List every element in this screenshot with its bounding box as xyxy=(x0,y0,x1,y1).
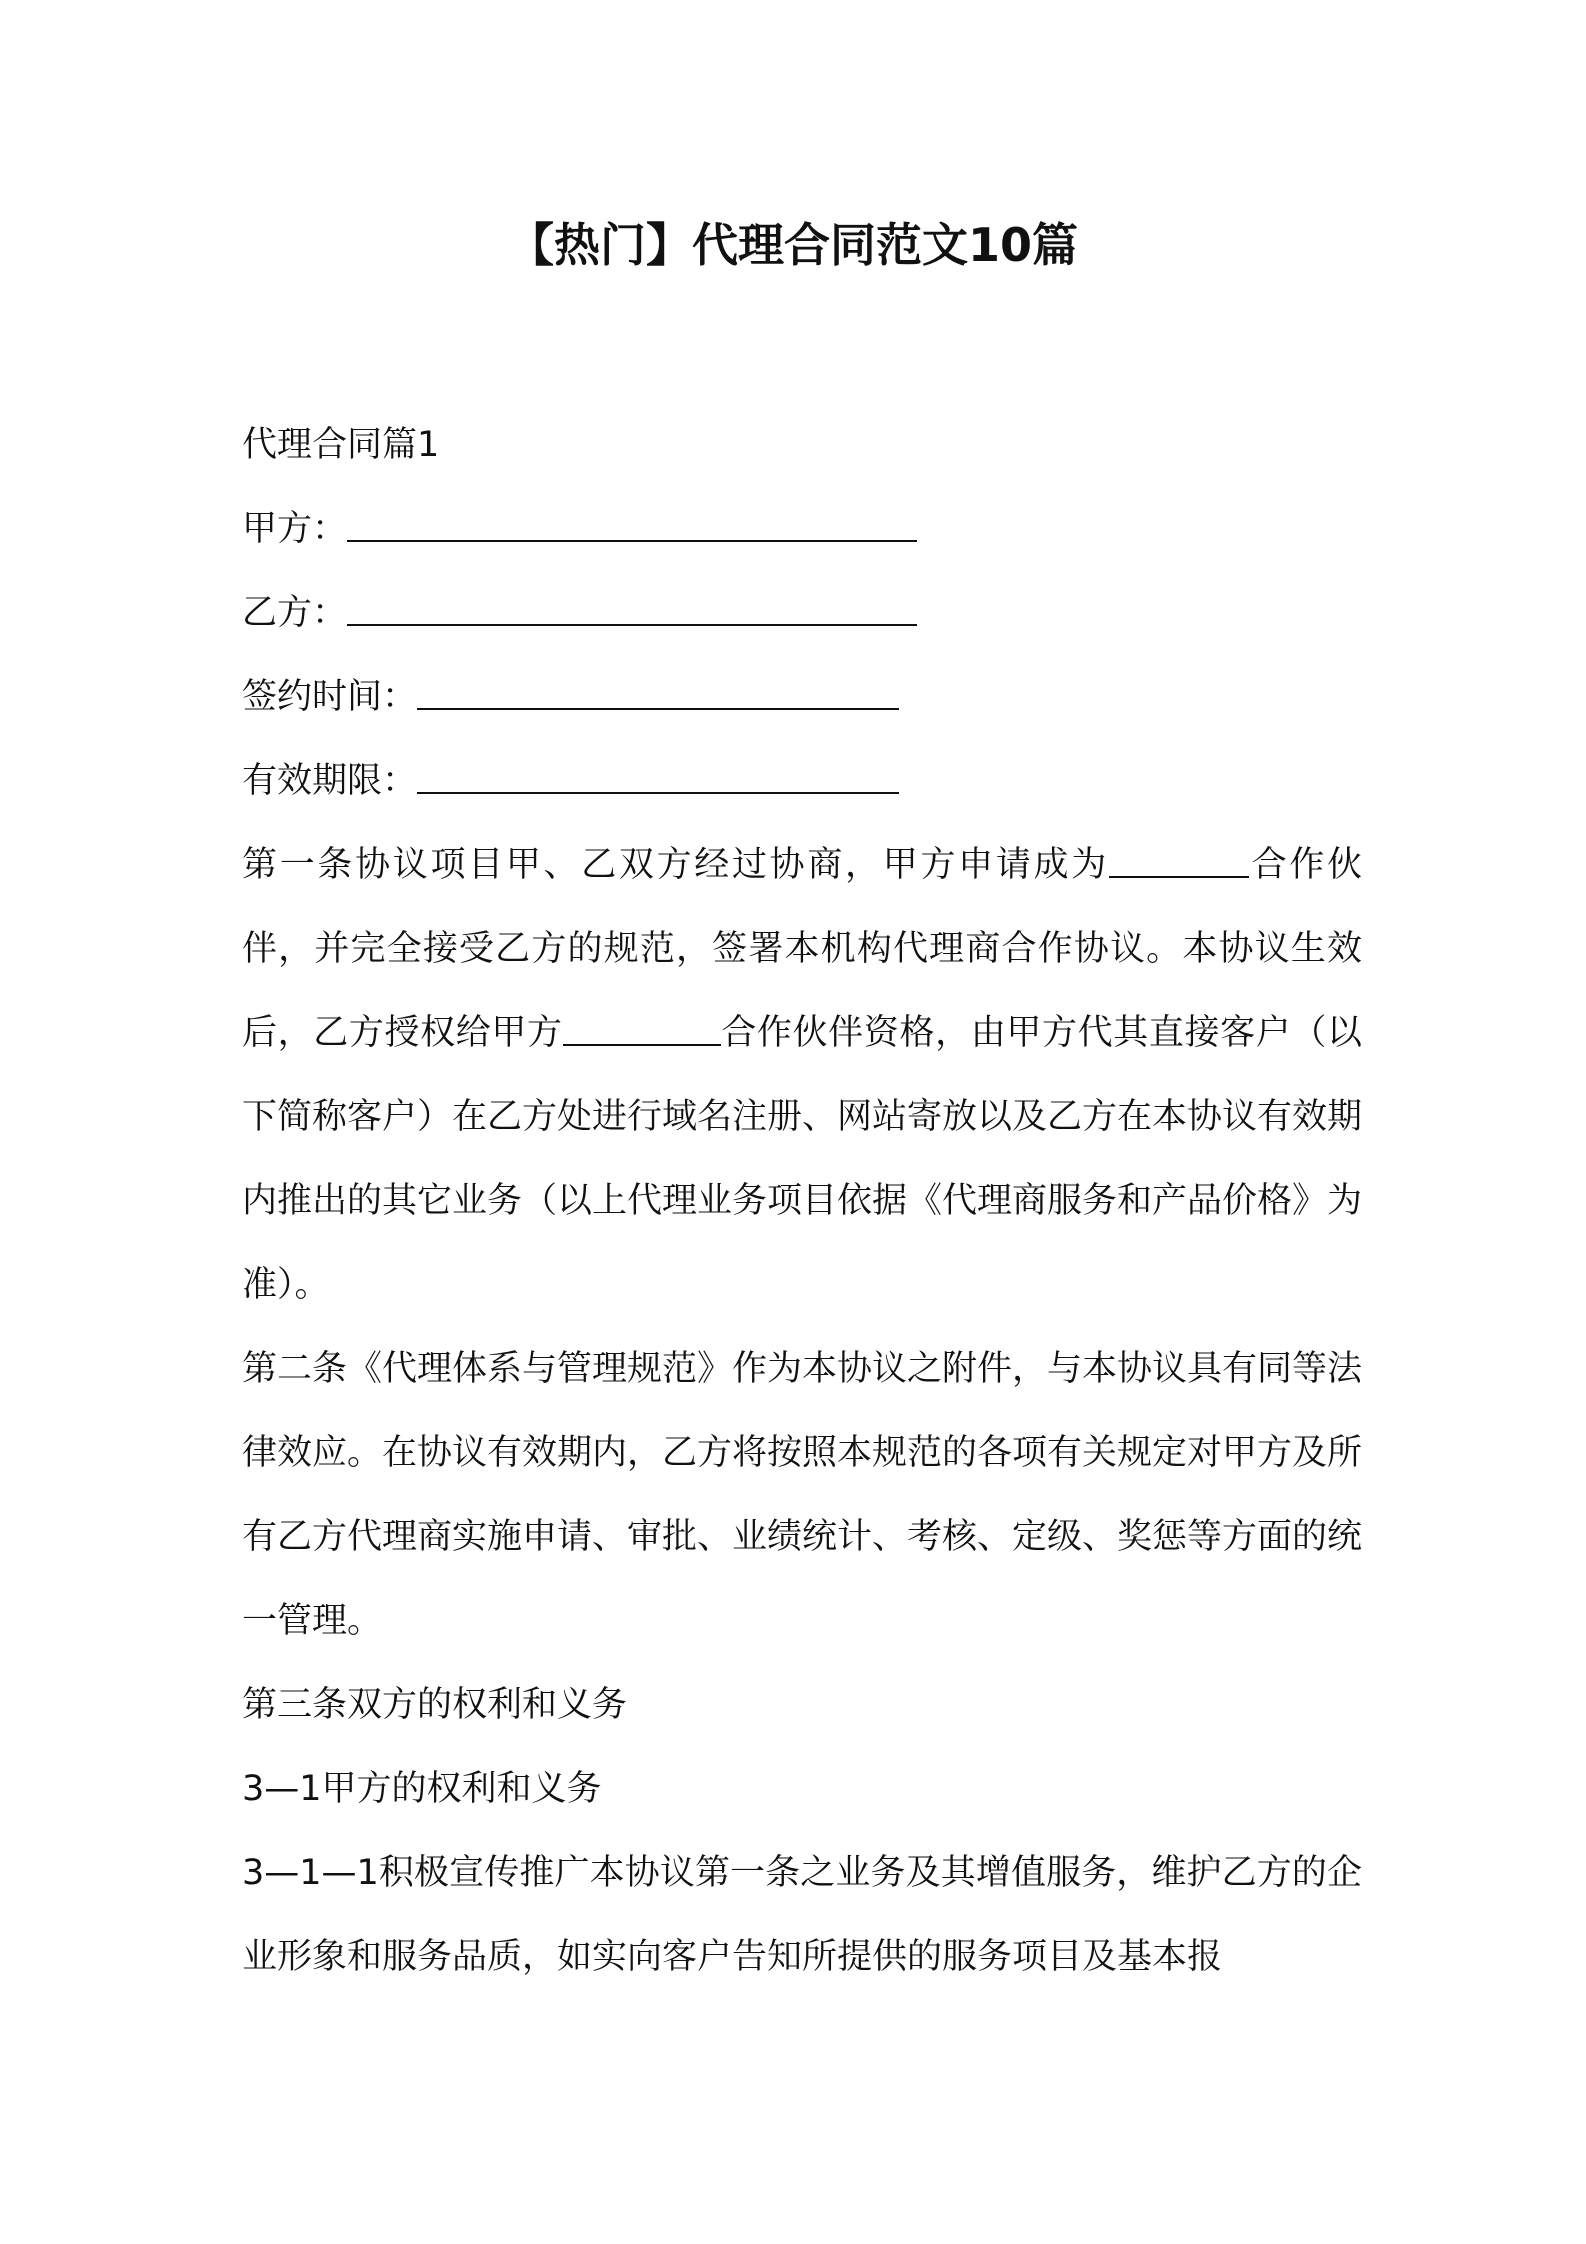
validity-label: 有效期限： xyxy=(242,761,418,801)
party-b-line xyxy=(242,571,1362,655)
partner-qualification-blank xyxy=(563,1010,721,1046)
article-1-part-3: 合作伙伴资格，由甲方代其直接客户（以下简称客户）在乙方处进行域名注册、网站寄放以及乙方在本协议有效期内推出的其它业务（以上代理业务项目依据《代理商服务和产品价格》为准）。 xyxy=(242,1013,1363,1305)
article-2: 第二条《代理体系与管理规范》作为本协议之附件，与本协议具有同等法律效应。在协议有效期内，乙方将按照本规范的各项有关规定对甲方及所有乙方代理商实施申请、审批、业绩统计、考核、定级、奖惩等方面的统一管理。 xyxy=(242,1349,1363,1641)
partner-type-blank xyxy=(1109,842,1249,878)
validity-blank xyxy=(417,758,899,794)
article-1-part-2: 合作伙伴，并完全接受乙方的规范，签署本机构代理商合作协议。本协议生效后，乙方授权给甲方 xyxy=(242,845,1362,1053)
party-a-label: 甲方： xyxy=(242,509,348,549)
subsection-3-1-1: 3—1—1积极宣传推广本协议第一条之业务及其增值服务，维护乙方的企业形象和服务品质，如实向客户告知所提供的服务项目及基本报 xyxy=(242,1853,1362,1977)
party-b-label: 乙方： xyxy=(242,593,348,633)
party-a-blank xyxy=(347,506,917,542)
party-a-line xyxy=(242,487,1362,571)
sign-date-label: 签约时间： xyxy=(242,677,418,717)
validity-line xyxy=(242,739,1362,823)
subsection-3-1: 3—1甲方的权利和义务 xyxy=(242,1769,602,1809)
document-title: 【热门】代理合同范文10篇 xyxy=(507,218,1078,272)
article-3-heading: 第三条双方的权利和义务 xyxy=(242,1685,628,1725)
article-1-part-1: 第一条协议项目甲、乙双方经过协商，甲方申请成为 xyxy=(242,845,1109,885)
sign-date-line xyxy=(242,655,1362,739)
article-1 xyxy=(242,823,1362,1327)
party-b-blank xyxy=(347,590,917,626)
document-body xyxy=(242,403,1362,1999)
sign-date-blank xyxy=(417,674,899,710)
section-heading: 代理合同篇1 xyxy=(242,425,440,465)
